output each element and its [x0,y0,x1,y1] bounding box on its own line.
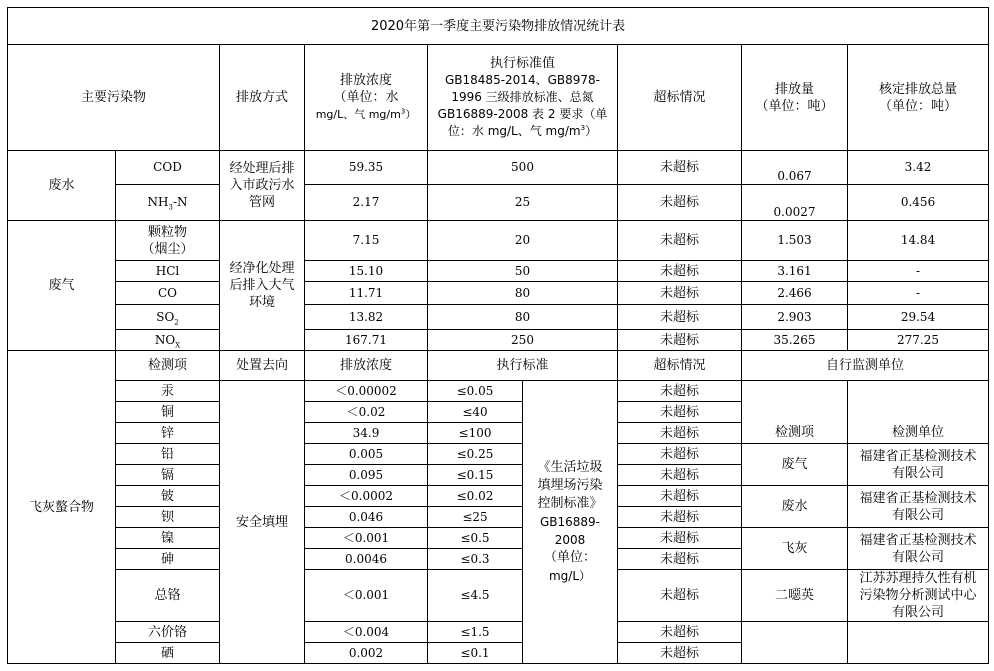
group-wastewater: 废水 [8,151,116,221]
flyash-item-name: 铜 [116,402,220,423]
exceed-status: 未超标 [618,507,742,528]
group-wastegas: 废气 [8,221,116,351]
concentration-value: 13.82 [305,305,428,330]
amount-value: 35.265 [742,330,848,351]
table-row [8,261,989,282]
exceed-status: 未超标 [618,221,742,261]
standard-value: 500 [428,151,618,185]
exceed-status: 未超标 [618,423,742,444]
exceed-status: 未超标 [618,549,742,570]
header-standard [428,45,618,151]
flyash-item-name: 六价铬 [116,622,220,643]
concentration-value: 15.10 [305,261,428,282]
total-value: 3.42 [848,151,989,185]
pollutant-name-line2: （烟尘） [141,241,194,257]
table-row [8,486,989,507]
pollutant-name-line1: 颗粒物 [147,224,187,240]
flyash-item-name: 砷 [116,549,220,570]
emission-table [7,7,989,664]
pollutant-name-sub: 2 [174,317,179,326]
monitor-unit [848,570,989,622]
method-line: 经处理后排 [229,161,295,176]
table-row [8,185,989,221]
method-line: 管网 [248,195,275,210]
flyash-standard-line: GB16889- [539,515,601,529]
flyash-item-name: 铍 [116,486,220,507]
amount-value: 3.161 [742,261,848,282]
exceed-status: 未超标 [618,570,742,622]
monitor-unit-line1: 福建省正基检测技术 [859,448,977,464]
pollutant-name-sub: X [175,340,181,349]
method-line: 入市政污水 [229,178,295,193]
header-amount-line2: （单位：吨） [755,98,834,114]
table-row [8,570,989,622]
header-pollutant: 主要污染物 [8,45,220,151]
flyash-conc: ＜0.0002 [305,486,428,507]
concentration-value: 2.17 [305,185,428,221]
pollutant-name-main: NH [147,195,169,209]
header-method: 排放方式 [220,45,305,151]
flyash-header-conc: 排放浓度 [305,351,428,381]
standard-value: 250 [428,330,618,351]
pollutant-name-main: SO [156,309,175,324]
flyash-std: ≤0.25 [428,444,523,465]
monitor-unit-line1: 福建省正基检测技术 [859,532,977,548]
emission-table-container [7,7,988,664]
amount-value: 0.067 [742,151,848,185]
flyash-std: ≤0.5 [428,528,523,549]
exceed-status: 未超标 [618,622,742,643]
header-concentration-line1: 排放浓度 [339,73,392,88]
method-line: 环境 [248,295,275,310]
exceed-status: 未超标 [618,486,742,507]
flyash-item-name: 硒 [116,643,220,664]
monitor-unit-line3: 有限公司 [892,605,945,620]
flyash-header-disposal: 处置去向 [220,351,305,381]
flyash-std: ≤25 [428,507,523,528]
flyash-std: ≤100 [428,423,523,444]
concentration-value: 11.71 [305,282,428,305]
method-line: 经净化处理 [229,261,295,276]
table-row [8,444,989,465]
monitor-unit-line2: 污染物分析测试中心 [859,588,977,603]
standard-value: 20 [428,221,618,261]
pollutant-name: COD [116,151,220,185]
header-amount-line1: 排放量 [774,81,814,97]
method-line: 后排入大气 [229,278,295,293]
exceed-status: 未超标 [618,381,742,402]
concentration-value: 167.71 [305,330,428,351]
pollutant-name-tail: -N [172,195,188,209]
total-value: 277.25 [848,330,989,351]
flyash-header-std: 执行标准 [428,351,618,381]
header-concentration-line2: （单位：水 [333,90,399,105]
flyash-conc: 0.005 [305,444,428,465]
monitor-item: 飞灰 [742,528,848,570]
flyash-conc: 0.0046 [305,549,428,570]
exceed-status: 未超标 [618,402,742,423]
exceed-status: 未超标 [618,444,742,465]
header-standard-line2: GB18485-2014、GB8978- [445,73,600,87]
header-total-line1: 核定排放总量 [879,81,958,97]
exceed-status: 未超标 [618,305,742,330]
flyash-header-exceed: 超标情况 [618,351,742,381]
monitor-unit [848,528,989,570]
standard-value: 50 [428,261,618,282]
flyash-std: ≤0.15 [428,465,523,486]
table-row [8,423,989,444]
header-concentration-unit: mg/L、气 mg/m [315,108,401,121]
header-exceed: 超标情况 [618,45,742,151]
header-concentration-line3 [307,106,425,123]
amount-value: 1.503 [742,221,848,261]
header-standard-sup: 3 [580,124,586,132]
exceed-status: 未超标 [618,282,742,305]
flyash-item-name: 铅 [116,444,220,465]
flyash-item-name: 锌 [116,423,220,444]
total-value: 29.54 [848,305,989,330]
total-value: 14.84 [848,221,989,261]
monitor-unit-line2: 有限公司 [892,465,945,481]
header-standard-line5 [430,123,615,140]
flyash-conc: 34.9 [305,423,428,444]
pollutant-name [116,185,220,221]
monitor-item: 废水 [742,486,848,528]
flyash-standard-name [523,381,618,664]
table-row [8,528,989,549]
header-concentration-sup: 3 [400,107,406,116]
flyash-conc: 0.046 [305,507,428,528]
flyash-header-row [8,351,989,381]
flyash-standard-line: 控制标准》 [537,496,603,511]
flyash-item-name: 钡 [116,507,220,528]
monitor-unit-line2: 有限公司 [892,507,945,523]
flyash-standard-line: 2008 [554,533,586,547]
monitor-item: 二噁英 [742,570,848,622]
flyash-std: ≤0.1 [428,643,523,664]
flyash-conc: ＜0.001 [305,528,428,549]
amount-value: 0.0027 [742,185,848,221]
monitor-header-item: 检测项 [742,423,848,444]
flyash-conc: ＜0.00002 [305,381,428,402]
monitor-unit-line1: 福建省正基检测技术 [859,490,977,506]
exceed-status: 未超标 [618,151,742,185]
flyash-standard-line: （单位： [543,550,596,565]
title-row [8,8,989,45]
flyash-item-name: 汞 [116,381,220,402]
standard-value: 80 [428,282,618,305]
standard-value: 80 [428,305,618,330]
pollutant-name-sub: 3 [168,203,173,212]
flyash-standard-line: 填埋场污染 [537,478,603,493]
table-row [8,282,989,305]
flyash-std: ≤4.5 [428,570,523,622]
pollutant-name: CO [116,282,220,305]
total-value: - [848,282,989,305]
monitor-unit [848,486,989,528]
table-row [8,622,989,643]
wastewater-method [220,151,305,221]
pollutant-name: HCl [116,261,220,282]
table-row [8,305,989,330]
flyash-standard-line: mg/L） [548,569,592,583]
monitor-header-unit: 检测单位 [848,423,989,444]
table-row [8,151,989,185]
flyash-conc: ＜0.004 [305,622,428,643]
flyash-conc: 0.002 [305,643,428,664]
concentration-value: 59.35 [305,151,428,185]
header-standard-line3: 1996 三级排放标准、总氮 [451,90,594,104]
total-value: - [848,261,989,282]
standard-value: 25 [428,185,618,221]
flyash-std: ≤0.05 [428,381,523,402]
header-total-line2: （单位：吨） [879,98,958,114]
flyash-header-monitor: 自行监测单位 [742,351,989,381]
pollutant-name [116,330,220,351]
monitor-unit-line2: 有限公司 [892,549,945,565]
header-standard-line4: GB16889-2008 表 2 要求（单 [437,107,608,121]
flyash-std: ≤0.3 [428,549,523,570]
pollutant-name [116,305,220,330]
exceed-status: 未超标 [618,185,742,221]
header-concentration [305,45,428,151]
exceed-status: 未超标 [618,643,742,664]
wastegas-method [220,221,305,351]
total-value: 0.456 [848,185,989,221]
group-flyash: 飞灰螯合物 [8,351,116,664]
header-concentration-close: ） [405,108,417,121]
exceed-status: 未超标 [618,465,742,486]
header-row [8,45,989,151]
concentration-value: 7.15 [305,221,428,261]
exceed-status: 未超标 [618,261,742,282]
flyash-std: ≤1.5 [428,622,523,643]
table-row [8,221,989,261]
amount-value: 2.903 [742,305,848,330]
flyash-std: ≤0.02 [428,486,523,507]
monitor-unit [848,444,989,486]
exceed-status: 未超标 [618,330,742,351]
amount-value: 2.466 [742,282,848,305]
monitor-item: 废气 [742,444,848,486]
flyash-std: ≤40 [428,402,523,423]
table-row [8,381,989,402]
flyash-conc: ＜0.001 [305,570,428,622]
pollutant-name-main: NO [154,332,176,347]
header-amount [742,45,848,151]
flyash-item-name: 总铬 [116,570,220,622]
header-standard-close: ） [585,124,598,138]
flyash-header-item: 检测项 [116,351,220,381]
flyash-conc: ＜0.02 [305,402,428,423]
flyash-item-name: 镉 [116,465,220,486]
exceed-status: 未超标 [618,528,742,549]
flyash-disposal: 安全填埋 [220,381,305,664]
table-row [8,330,989,351]
flyash-item-name: 镍 [116,528,220,549]
flyash-standard-line: 《生活垃圾 [537,460,603,475]
header-standard-line1: 执行标准值 [489,56,555,71]
header-total [848,45,989,151]
monitor-unit-line1: 江苏苏理持久性有机 [859,571,977,586]
pollutant-name [116,221,220,261]
header-standard-unit: 位：水 mg/L、气 mg/m [447,124,581,138]
flyash-conc: 0.095 [305,465,428,486]
table-title: 2020年第一季度主要污染物排放情况统计表 [8,8,989,45]
